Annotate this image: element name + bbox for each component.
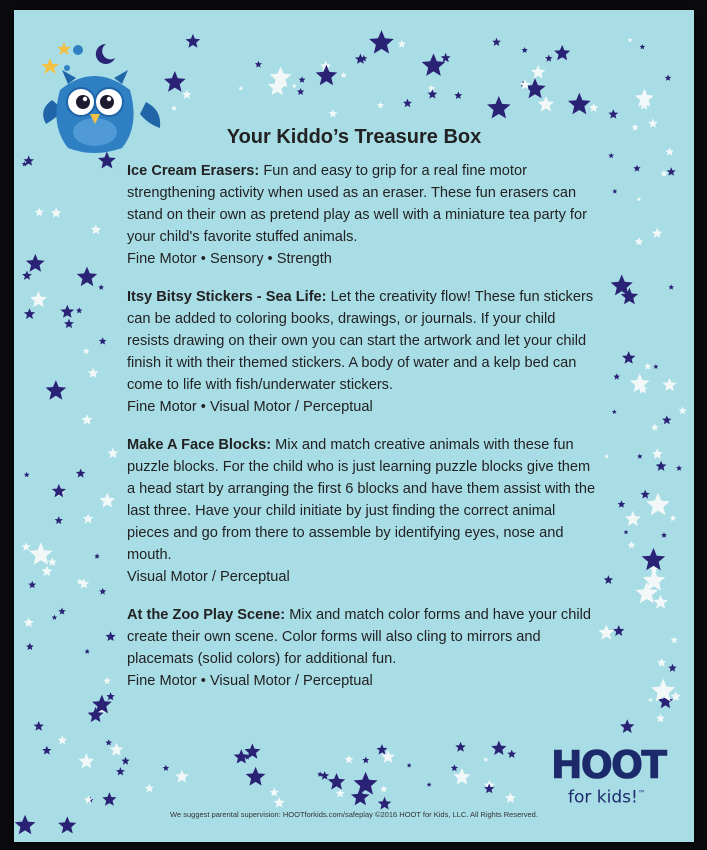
star-shape [441, 53, 451, 62]
star-shape [608, 109, 618, 118]
star-shape [653, 364, 658, 369]
star-shape [41, 566, 52, 577]
star-shape [644, 363, 652, 370]
star-shape [99, 588, 106, 595]
star-shape [182, 90, 192, 99]
star-shape [24, 618, 34, 628]
star-shape [671, 636, 678, 643]
star-shape [336, 789, 345, 798]
star-shape [102, 792, 116, 806]
star-shape [427, 782, 432, 787]
star-shape [52, 615, 58, 620]
star-shape [316, 65, 338, 86]
star-shape [608, 153, 614, 158]
star-shape [403, 99, 412, 108]
star-shape [640, 44, 646, 49]
star-shape [355, 54, 366, 64]
star-shape [81, 414, 92, 425]
star-shape [398, 40, 406, 48]
star-shape [491, 741, 506, 756]
star-shape [24, 472, 30, 477]
star-shape [76, 307, 82, 313]
star-shape [554, 45, 570, 60]
star-shape [57, 735, 67, 744]
star-shape [667, 167, 676, 175]
star-shape [646, 493, 670, 516]
star-shape [84, 795, 93, 803]
star-shape [106, 692, 115, 700]
star-shape [492, 38, 501, 46]
star-shape [625, 511, 641, 526]
star-shape [657, 658, 666, 667]
star-shape [292, 83, 297, 88]
page-title: Your Kiddo’s Treasure Box [226, 126, 482, 148]
star-shape [598, 624, 614, 639]
star-shape [652, 448, 663, 458]
item-skills: Fine Motor • Sensory • Strength [127, 251, 332, 267]
star-shape [545, 55, 553, 62]
star-shape [76, 469, 86, 478]
star-shape [661, 532, 667, 538]
star-shape [604, 454, 609, 459]
star-shape [145, 784, 154, 793]
star-shape [663, 378, 677, 391]
logo-for-kids-line [568, 785, 678, 807]
star-shape [454, 91, 462, 99]
star-shape [656, 461, 667, 471]
item-description-block [127, 286, 597, 396]
star-shape [653, 595, 668, 609]
star-shape [186, 34, 201, 48]
footer-disclaimer: We suggest parental supervision: HOOTforkids.com/safeplay ©2016 HOOT for Kids, LLC. All Rights Reserved. [170, 810, 538, 819]
star-shape [676, 465, 682, 471]
item-description-block [127, 604, 597, 670]
item-make-a-face-blocks [127, 434, 597, 588]
star-shape [317, 771, 323, 777]
star-shape [618, 500, 626, 507]
star-shape [407, 763, 412, 768]
item-description-block [127, 434, 597, 566]
star-shape [55, 516, 63, 524]
star-shape [633, 165, 640, 172]
star-shape [77, 267, 97, 287]
star-shape [341, 72, 347, 78]
star-shape [107, 448, 118, 459]
star-shape [103, 677, 111, 684]
star-shape [106, 631, 116, 641]
star-shape [670, 515, 677, 522]
star-shape [51, 208, 62, 218]
star-shape [329, 109, 338, 118]
star-shape [83, 348, 90, 355]
treasure-box-card [14, 10, 694, 842]
star-shape [121, 757, 129, 765]
star-shape [362, 757, 369, 764]
logo-for-kids-text: for kids! [568, 787, 638, 808]
item-skills: Fine Motor • Visual Motor / Perceptual [127, 399, 373, 415]
star-shape [613, 373, 620, 379]
star-shape [58, 608, 65, 615]
star-shape [79, 753, 95, 768]
item-at-the-zoo-play-scene [127, 604, 597, 692]
star-shape [538, 96, 554, 112]
item-description: Fun and easy to grip for a real fine motor strengthening activity when used as an eraser. These fun erasers can stand on their own as pretend play as well with a miniature tea party for your child's favorite stuffed animals. [127, 163, 587, 245]
star-shape [651, 424, 659, 431]
item-ice-cream-erasers [127, 160, 597, 270]
star-shape [668, 664, 676, 672]
star-shape [299, 76, 306, 83]
star-shape [660, 170, 668, 177]
item-name: Ice Cream Erasers: [127, 163, 260, 179]
star-shape [622, 351, 635, 364]
star-shape [22, 271, 32, 280]
star-shape [612, 409, 617, 414]
star-shape [377, 744, 388, 754]
item-skills: Fine Motor • Visual Motor / Perceptual [127, 673, 373, 689]
star-shape [28, 581, 36, 588]
star-shape [255, 61, 262, 68]
star-shape [455, 742, 466, 752]
star-shape [60, 305, 74, 318]
star-shape [483, 757, 488, 762]
item-itsy-bitsy-stickers [127, 286, 597, 418]
star-shape [24, 308, 35, 319]
star-shape [487, 96, 511, 118]
star-shape [628, 38, 633, 43]
logo-trademark: ™ [637, 789, 646, 798]
star-shape [531, 65, 546, 79]
star-shape [99, 337, 107, 344]
item-description: Let the creativity flow! These fun stickers can be added to coloring books, drawings, or journals. If your child resists drawing on their own you can start the artwork and let your child finish it with their themed stickers. A body of water and a kelp bed can come to life with fish/underwater stickers. [127, 289, 594, 393]
star-shape [604, 575, 613, 584]
star-shape [26, 254, 45, 272]
star-shape [35, 208, 44, 217]
star-shape [636, 197, 641, 202]
item-skills: Visual Motor / Perceptual [127, 569, 290, 585]
star-shape [648, 698, 653, 703]
logo-hoot-text: HOOT [550, 743, 666, 787]
star-shape [428, 89, 438, 98]
star-shape [380, 785, 387, 792]
star-shape [637, 454, 642, 459]
star-shape [345, 755, 354, 763]
star-shape [354, 772, 378, 795]
star-shape [651, 679, 675, 702]
star-shape [270, 788, 279, 797]
item-name: Make A Face Blocks: [127, 437, 272, 453]
star-shape [641, 490, 650, 499]
star-shape [99, 493, 115, 508]
star-shape [668, 284, 674, 289]
star-shape [369, 30, 394, 53]
star-shape [665, 75, 672, 81]
star-shape [105, 739, 112, 745]
star-shape [64, 319, 74, 328]
star-shape [589, 103, 598, 112]
star-shape [679, 406, 687, 414]
star-shape [628, 541, 636, 549]
star-shape [83, 514, 94, 524]
star-shape [613, 625, 624, 636]
star-shape [98, 284, 104, 290]
star-shape [110, 743, 124, 756]
star-shape [505, 792, 516, 803]
star-shape [88, 368, 99, 378]
star-shape [620, 719, 635, 733]
star-shape [377, 102, 384, 109]
item-description: Mix and match color forms and have your child create their own scene. Color forms will also cling to mirrors and placemats (solid colors) for additional fun. [127, 607, 591, 667]
star-shape [612, 189, 617, 194]
star-shape [652, 228, 663, 238]
star-shape [378, 797, 392, 810]
star-shape [116, 767, 125, 775]
star-shape [22, 542, 31, 551]
star-shape [451, 764, 458, 771]
star-shape [26, 643, 34, 650]
star-shape [328, 773, 345, 790]
star-shape [624, 530, 629, 535]
star-shape [48, 557, 57, 566]
star-shape [274, 797, 285, 808]
star-shape [507, 750, 516, 759]
star-shape [662, 415, 671, 424]
star-shape [94, 553, 100, 558]
star-shape [42, 746, 51, 755]
star-shape [238, 86, 243, 91]
item-name: Itsy Bitsy Stickers - Sea Life: [127, 289, 327, 305]
star-shape [34, 721, 44, 731]
item-description-block [127, 160, 597, 248]
star-shape [568, 93, 591, 115]
star-shape [30, 291, 47, 307]
hoot-for-kids-logo [538, 745, 678, 807]
item-list [127, 160, 597, 708]
item-name: At the Zoo Play Scene: [127, 607, 286, 623]
star-shape [297, 88, 304, 95]
star-shape [428, 85, 435, 92]
star-shape [46, 380, 67, 400]
item-description: Mix and match creative animals with these fun puzzle blocks. For the child who is just learning puzzle blocks give them a head start by arranging the first 6 blocks and have them assist with the last three. Have your child initiate by just finding the correct animal pieces and go from there to assemble by identifying eyes, nose and mouth. [127, 437, 596, 563]
star-shape [320, 771, 329, 780]
star-shape [656, 714, 665, 723]
star-shape [246, 767, 266, 786]
star-shape [522, 47, 528, 53]
star-shape [175, 770, 189, 783]
star-shape [635, 237, 644, 245]
star-shape [163, 765, 170, 771]
star-shape [85, 649, 90, 654]
